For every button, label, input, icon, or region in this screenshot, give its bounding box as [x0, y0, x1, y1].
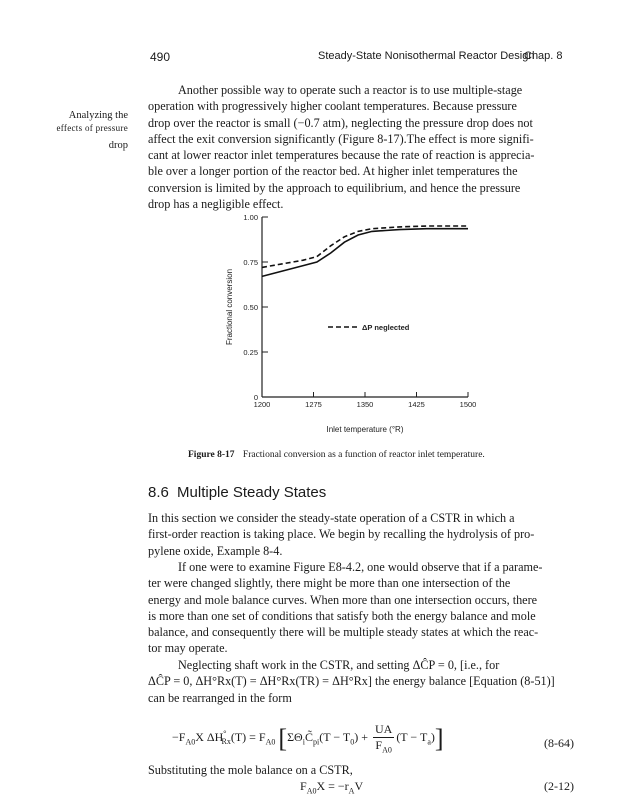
- legend-label: ΔP neglected: [362, 323, 410, 332]
- margin-note-line: drop: [108, 140, 128, 151]
- eq-subscript: A0: [382, 745, 392, 755]
- eq-subscript: 0: [350, 737, 355, 747]
- eq-term: X ΔH: [195, 729, 224, 744]
- x-tick-label: 1500: [459, 400, 477, 409]
- page-number: 490: [150, 50, 171, 64]
- eq-superscript: °: [223, 728, 227, 738]
- text-line: drop over the reactor is small (−0.7 atm), neglecting the pressure drop does not: [148, 115, 533, 130]
- text-line: pylene oxide, Example 8-4.: [148, 543, 283, 558]
- text-line: If one were to examine Figure E8-4.2, one would observe that if a parame-: [178, 560, 543, 574]
- eq-subscript: a: [427, 737, 431, 747]
- text-line: first-order reaction is taking place. We begin by recalling the hydrolysis of pro-: [148, 527, 535, 542]
- text-line: Another possible way to operate such a reactor is to use multiple-stage: [178, 83, 523, 97]
- bracket-open: [: [278, 723, 288, 753]
- figure-caption-text: Fractional conversion as a function of reactor inlet temperature.: [242, 450, 485, 460]
- y-tick-label: 0: [253, 393, 258, 402]
- series-line-with-dp: [262, 229, 468, 277]
- y-axis-title: Fractional conversion: [225, 268, 234, 346]
- equation-number-2-12: (2-12): [544, 779, 574, 793]
- eq-term: X = −r: [316, 779, 349, 793]
- text-line: ΔĈP = 0, ΔH°Rx(T) = ΔH°Rx(TR) = ΔH°Rx] the energy balance [Equation (8-51)]: [148, 674, 555, 689]
- margin-note-line: Analyzing the: [68, 110, 128, 121]
- equation-8-64: [172, 722, 444, 754]
- eq-term: −F: [172, 729, 186, 744]
- section-title: Multiple Steady States: [177, 484, 327, 501]
- text-line: operation with progressively higher coolant temperatures. Because pressure: [148, 99, 517, 114]
- equation-number-8-64: (8-64): [544, 736, 574, 750]
- eq-subscript: A: [348, 786, 355, 796]
- eq-subscript: Rx: [221, 737, 231, 747]
- paragraph-energy-balance: [148, 657, 556, 706]
- paragraph-intro: [148, 510, 556, 559]
- margin-note: [46, 110, 128, 152]
- x-tick-label: 1425: [408, 400, 425, 409]
- y-tick-label: 0.25: [243, 348, 258, 357]
- fraction-denominator: F: [375, 738, 383, 752]
- eq-term: ΣΘ: [287, 729, 303, 744]
- x-axis-title: Inlet temperature (°R): [326, 425, 404, 434]
- figure-label: Figure 8-17: [188, 450, 235, 460]
- text-line: Neglecting shaft work in the CSTR, and setting ΔĈP = 0, [i.e., for: [178, 658, 500, 672]
- eq-term: F: [300, 779, 307, 793]
- eq-term: (T − T: [396, 729, 428, 744]
- y-tick-label: 1.00: [243, 213, 258, 222]
- eq-fraction: [373, 722, 394, 754]
- eq-subscript: A0: [306, 786, 317, 796]
- text-line: energy and mole balance curves. When more than one intersection occurs, there: [148, 592, 538, 607]
- text-line: can be rearranged in the form: [148, 690, 292, 705]
- text-line: In this section we consider the steady-state operation of a CSTR in which a: [148, 511, 515, 525]
- figure-caption: [188, 450, 485, 460]
- eq-term: C̃: [304, 729, 313, 744]
- eq-subscript: A0: [265, 737, 276, 747]
- x-tick-label: 1350: [356, 400, 374, 409]
- running-title: Steady-State Nonisothermal Reactor Design: [318, 50, 535, 62]
- eq-term: (T − T: [319, 729, 351, 744]
- equation-2-12: [300, 779, 363, 795]
- text-line: drop has a negligible effect.: [148, 197, 284, 212]
- paragraph-pressure-drop: [148, 82, 556, 212]
- eq-term: (T) = F: [230, 729, 266, 744]
- text-line: balance, and consequently there will be multiple steady states at which the reac-: [148, 625, 539, 640]
- chapter-label: Chap. 8: [524, 50, 563, 62]
- conversion-chart: [210, 205, 490, 445]
- y-tick-label: 0.50: [243, 303, 258, 312]
- section-heading: [148, 484, 326, 501]
- eq-subscript: i: [302, 737, 305, 747]
- y-tick-label: 0.75: [243, 258, 258, 267]
- text-line: tor may operate.: [148, 641, 228, 656]
- text-line: affect the exit conversion significantly (Figure 8-17).The effect is more signifi-: [148, 131, 534, 146]
- text-line: ble over a longer portion of the reactor bed. At higher inlet temperatures the: [148, 164, 518, 179]
- text-line: cant at lower reactor inlet temperatures because the rate of reaction is apprecia-: [148, 148, 535, 163]
- margin-note-line: effects of pressure: [56, 123, 128, 133]
- paragraph-multiple-intersections: [148, 559, 556, 657]
- text-line: ter were changed slightly, there might be more than one intersection of the: [148, 576, 511, 591]
- bracket-close: ]: [434, 723, 444, 753]
- paragraph-substituting: Substituting the mole balance on a CSTR,: [148, 763, 353, 777]
- x-tick-label: 1275: [305, 400, 322, 409]
- eq-term: ): [430, 729, 435, 744]
- eq-term: V: [354, 779, 364, 793]
- fraction-numerator: UA: [374, 722, 393, 736]
- eq-term: ) +: [354, 729, 368, 744]
- series-line-dp-neglected: [262, 226, 468, 267]
- eq-subscript: A0: [185, 737, 196, 747]
- text-line: conversion is limited by the approach to equilibrium, and hence the pressure: [148, 180, 521, 195]
- text-line: is more than one set of conditions that satisfy both the energy balance and mole: [148, 608, 536, 623]
- x-tick-label: 1200: [253, 400, 271, 409]
- section-number: 8.6: [148, 484, 169, 501]
- eq-subscript: pi: [312, 737, 320, 747]
